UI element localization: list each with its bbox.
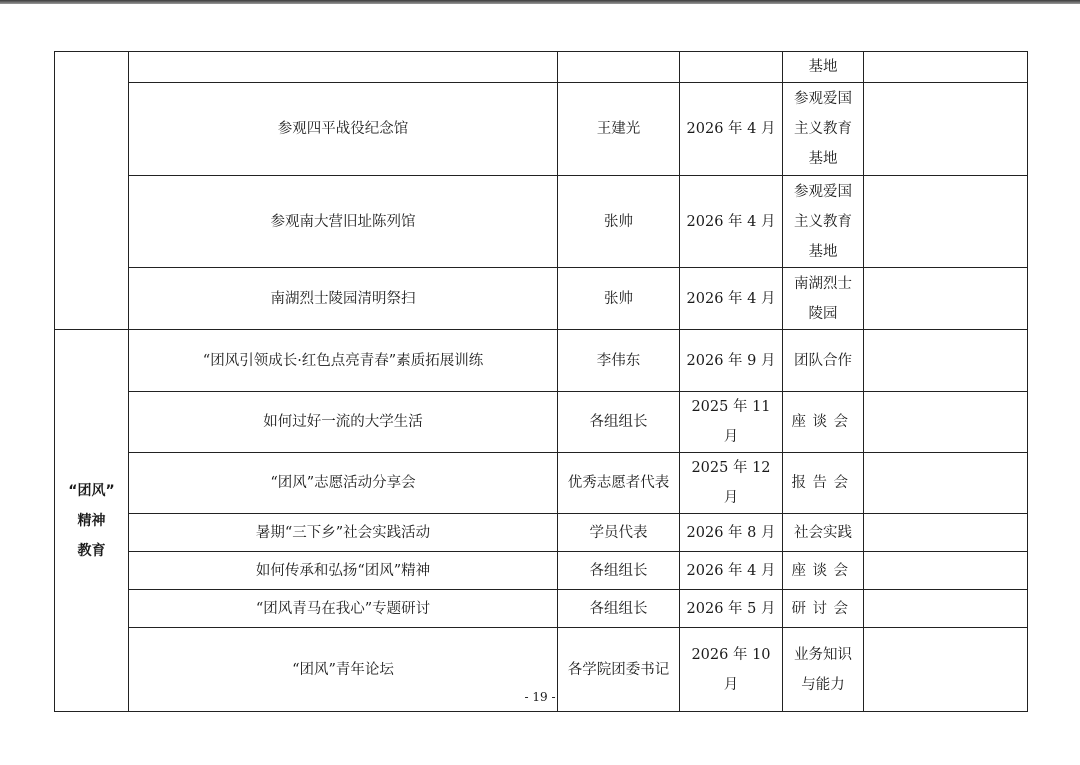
form-cell: 基地 <box>783 52 864 83</box>
person-cell: 各组组长 <box>558 590 680 628</box>
note-cell <box>864 83 1028 176</box>
category-line: 教育 <box>77 542 106 559</box>
activity-cell: 南湖烈士陵园清明祭扫 <box>129 268 558 330</box>
person-cell: 各组组长 <box>558 552 680 590</box>
person-cell: 各学院团委书记 <box>558 628 680 712</box>
form-cell: 南湖烈士陵园 <box>783 268 864 330</box>
form-cell: 团队合作 <box>783 330 864 392</box>
form-cell: 研讨会 <box>783 590 864 628</box>
person-cell: 王建光 <box>558 83 680 176</box>
person-cell: 李伟东 <box>558 330 680 392</box>
activity-cell: 如何过好一流的大学生活 <box>129 392 558 453</box>
table-row <box>55 453 1028 514</box>
person-cell <box>558 52 680 83</box>
time-cell: 2026 年 4 月 <box>680 552 783 590</box>
table-row <box>55 552 1028 590</box>
activity-cell: 暑期“三下乡”社会实践活动 <box>129 514 558 552</box>
activity-cell: “团风”志愿活动分享会 <box>129 453 558 514</box>
category-cell <box>55 330 129 712</box>
table-row <box>55 176 1028 268</box>
activity-cell: “团风引领成长·红色点亮青春”素质拓展训练 <box>129 330 558 392</box>
note-cell <box>864 590 1028 628</box>
note-cell <box>864 330 1028 392</box>
category-line: “团风” <box>68 482 115 499</box>
note-cell <box>864 52 1028 83</box>
person-cell: 学员代表 <box>558 514 680 552</box>
table-row <box>55 392 1028 453</box>
note-cell <box>864 268 1028 330</box>
activity-cell <box>129 52 558 83</box>
table-row <box>55 330 1028 392</box>
time-cell: 2026 年 5 月 <box>680 590 783 628</box>
note-cell <box>864 552 1028 590</box>
form-cell: 参观爱国主义教育基地 <box>783 83 864 176</box>
category-cell-continued <box>55 52 129 330</box>
table-row <box>55 83 1028 176</box>
form-cell: 社会实践 <box>783 514 864 552</box>
form-cell: 参观爱国主义教育基地 <box>783 176 864 268</box>
note-cell <box>864 453 1028 514</box>
form-cell: 报告会 <box>783 453 864 514</box>
note-cell <box>864 392 1028 453</box>
note-cell <box>864 514 1028 552</box>
activity-table <box>54 51 1028 712</box>
person-cell: 各组组长 <box>558 392 680 453</box>
person-cell: 优秀志愿者代表 <box>558 453 680 514</box>
activity-cell: 如何传承和弘扬“团风”精神 <box>129 552 558 590</box>
table-row <box>55 52 1028 83</box>
person-cell: 张帅 <box>558 176 680 268</box>
table-row <box>55 514 1028 552</box>
person-cell: 张帅 <box>558 268 680 330</box>
time-cell <box>680 52 783 83</box>
time-cell: 2026 年 4 月 <box>680 83 783 176</box>
page-number: - 19 - <box>524 690 556 704</box>
form-cell: 座谈会 <box>783 552 864 590</box>
time-cell: 2026 年 9 月 <box>680 330 783 392</box>
activity-cell: “团风青马在我心”专题研讨 <box>129 590 558 628</box>
table-row <box>55 268 1028 330</box>
time-cell: 2025 年 11 月 <box>680 392 783 453</box>
time-cell: 2025 年 12 月 <box>680 453 783 514</box>
form-cell: 业务知识与能力 <box>783 628 864 712</box>
activity-cell: 参观四平战役纪念馆 <box>129 83 558 176</box>
time-cell: 2026 年 10 月 <box>680 628 783 712</box>
time-cell: 2026 年 8 月 <box>680 514 783 552</box>
category-line: 精神 <box>77 512 106 529</box>
form-cell: 座谈会 <box>783 392 864 453</box>
note-cell <box>864 176 1028 268</box>
time-cell: 2026 年 4 月 <box>680 176 783 268</box>
activity-cell: 参观南大营旧址陈列馆 <box>129 176 558 268</box>
activity-cell: “团风”青年论坛 <box>129 628 558 712</box>
table-row <box>55 590 1028 628</box>
time-cell: 2026 年 4 月 <box>680 268 783 330</box>
page-top-edge <box>0 0 1080 4</box>
